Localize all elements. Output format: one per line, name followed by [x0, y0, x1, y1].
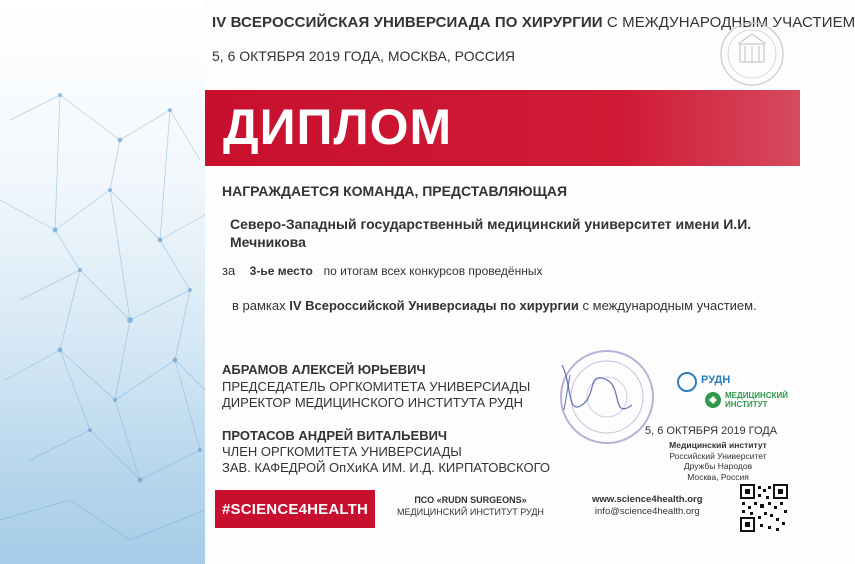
decorative-network-panel — [0, 0, 205, 564]
signatory-role-2b: ЗАВ. КАФЕДРОЙ ОпХиКА ИМ. И.Д. КИРПАТОВСКОГО — [222, 460, 551, 475]
hashtag-badge: #SCIENCE4HEALTH — [215, 490, 375, 528]
rudn-logo-text: РУДН — [701, 374, 731, 386]
network-graphic — [0, 0, 205, 564]
rudn-date: 5, 6 ОКТЯБРЯ 2019 ГОДА — [645, 425, 778, 437]
signatory-roles-2 — [222, 444, 550, 476]
rudn-address-line2: Дружбы Народов — [683, 461, 753, 471]
rudn-address-line1: Российский Университет — [669, 450, 767, 461]
signatory-role-1a: ПРЕДСЕДАТЕЛЬ ОРГКОМИТЕТА УНИВЕРСИАДЫ — [222, 379, 531, 394]
rudn-institute-label — [725, 391, 788, 409]
rudn-address-line3: Москва, Россия — [687, 471, 749, 482]
awarded-text: НАГРАЖДАЕТСЯ КОМАНДА, ПРЕДСТАВЛЯЮЩАЯ — [222, 183, 568, 199]
email-link[interactable]: info@science4health.org — [594, 506, 700, 517]
place-value: 3-ье место — [249, 264, 313, 278]
framework-bold: IV Всероссийской Универсиады по хирургии — [289, 298, 579, 313]
qr-code-icon — [740, 484, 788, 532]
event-title-rest: С МЕЖДУНАРОДНЫМ УЧАСТИЕМ — [606, 14, 855, 31]
rudn-address-title: Медицинский институт — [669, 440, 767, 450]
signatory-name-1: АБРАМОВ АЛЕКСЕЙ ЮРЬЕВИЧ — [222, 362, 426, 377]
place-suffix: по итогам всех конкурсов проведённых — [323, 264, 543, 278]
signatory-role-1b: ДИРЕКТОР МЕДИЦИНСКОГО ИНСТИТУТА РУДН — [222, 395, 523, 410]
pso-subtitle: МЕДИЦИНСКИЙ ИНСТИТУТ РУДН — [397, 507, 544, 517]
contacts — [592, 494, 703, 518]
signatory-roles-1 — [222, 379, 530, 411]
website-link[interactable]: www.science4health.org — [592, 494, 703, 505]
signatory-role-2a: ЧЛЕН ОРГКОМИТЕТА УНИВЕРСИАДЫ — [222, 444, 462, 459]
place-prefix: за — [222, 263, 236, 278]
place-row — [222, 263, 542, 278]
framework-text — [232, 297, 772, 314]
university-emblem-icon — [718, 14, 786, 94]
signatory-name-2: ПРОТАСОВ АНДРЕЙ ВИТАЛЬЕВИЧ — [222, 428, 448, 443]
framework-prefix: в рамках — [232, 298, 286, 313]
pso-info — [397, 494, 544, 518]
rudn-logo — [675, 370, 788, 415]
rudn-address — [658, 440, 778, 482]
diploma-banner — [205, 90, 800, 166]
event-date-place: 5, 6 ОКТЯБРЯ 2019 ГОДА, МОСКВА, РОССИЯ — [212, 48, 515, 64]
pso-title: ПСО «RUDN SURGEONS» — [414, 495, 527, 505]
university-name: Северо-Западный государственный медицинский университет имени И.И. Мечникова — [230, 216, 752, 250]
rudn-institute-line1: МЕДИЦИНСКИЙ — [725, 391, 788, 400]
rudn-institute-line2: ИНСТИТУТ — [725, 400, 768, 409]
framework-suffix: с международным участием. — [582, 298, 757, 313]
official-stamp-icon — [552, 345, 657, 450]
event-title-bold: IV ВСЕРОССИЙСКАЯ УНИВЕРСИАДА ПО ХИРУРГИИ — [212, 14, 603, 31]
diploma-heading: ДИПЛОМ — [223, 99, 453, 155]
